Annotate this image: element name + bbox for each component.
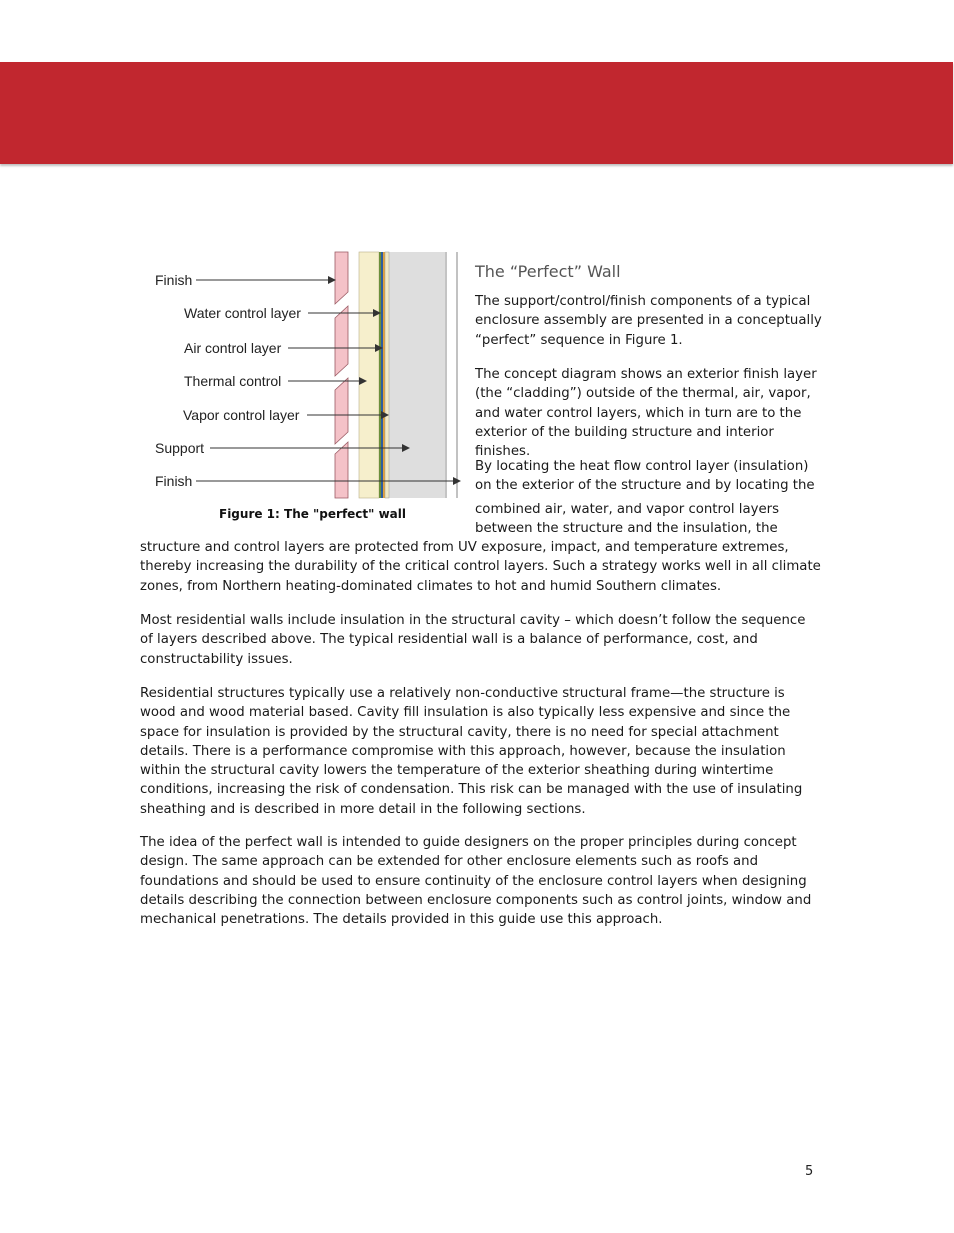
paragraph-3a: By locating the heat flow control layer (insulation) on the exterior of the structure and by locating the [475, 459, 815, 494]
thermal-layer [359, 252, 379, 498]
paragraph-6: The idea of the perfect wall is intended to guide designers on the proper principles during concept design. The same approach can be extended for other enclosure elements such as roofs and foundations and should be used to ensure continuity of the enclosure control layers when designing details describing the connection between enclosure components such as control joints, window and mechanical penetrations. The details provided in this guide use this approach. [140, 835, 812, 928]
paragraph-4: Most residential walls include insulation in the structural cavity – which doesn’t follow the sequence of layers described above. The typical residential wall is a balance of performance, cost, and constructability issues. [140, 613, 806, 667]
label-air-control: Air control layer [184, 340, 282, 356]
label-support: Support [155, 440, 205, 456]
label-finish-exterior: Finish [155, 272, 193, 288]
label-finish-interior: Finish [155, 473, 193, 489]
paragraph-5: Residential structures typically use a relatively non-conductive structural frame—the structure is wood and wood material based. Cavity fill insulation is also typically less expensive and since the space for insulation is provided by the structural cavity, there is no need for special attachment details. There is a performance compromise with this approach, however, because the insulation within the structural cavity lowers the temperature of the exterior sheathing during wintertime conditions, increasing the risk of condensation. This risk can be managed with the use of insulating sheathing and is described in more detail in the following sections. [140, 686, 803, 817]
section-title: The “Perfect” Wall [475, 262, 621, 281]
finish-cladding [335, 252, 348, 498]
label-vapor-control: Vapor control layer [183, 407, 300, 423]
perfect-wall-figure [150, 248, 468, 500]
page-number: 5 [805, 1164, 814, 1179]
support-layer [389, 252, 445, 498]
paragraph-3b: combined air, water, and vapor control layers between the structure and the insulation, the [475, 502, 780, 537]
label-thermal-control: Thermal control [184, 373, 282, 389]
paragraph-1: The support/control/finish components of a typical enclosure assembly are presented in a conceptually “perfect” sequence in Figure 1. [475, 294, 822, 348]
figure-caption: Figure 1: The "perfect" wall [219, 507, 406, 521]
paragraph-3c: structure and control layers are protected from UV exposure, impact, and temperature extremes, thereby increasing the durability of the critical control layers. Such a strategy works well in all climate zones, from Northern heating-dominated climates to hot and humid Southern climates. [140, 540, 821, 594]
header-banner [0, 62, 953, 164]
vapor-control-line [383, 252, 385, 498]
paragraph-2: The concept diagram shows an exterior finish layer (the “cladding”) outside of the thermal, air, vapor, and water control layers, which in turn are to the exterior of the building structure and interior finishes. [475, 367, 817, 460]
label-water-control: Water control layer [184, 305, 301, 321]
air-control-line [381, 252, 383, 498]
water-control-line [379, 252, 381, 498]
